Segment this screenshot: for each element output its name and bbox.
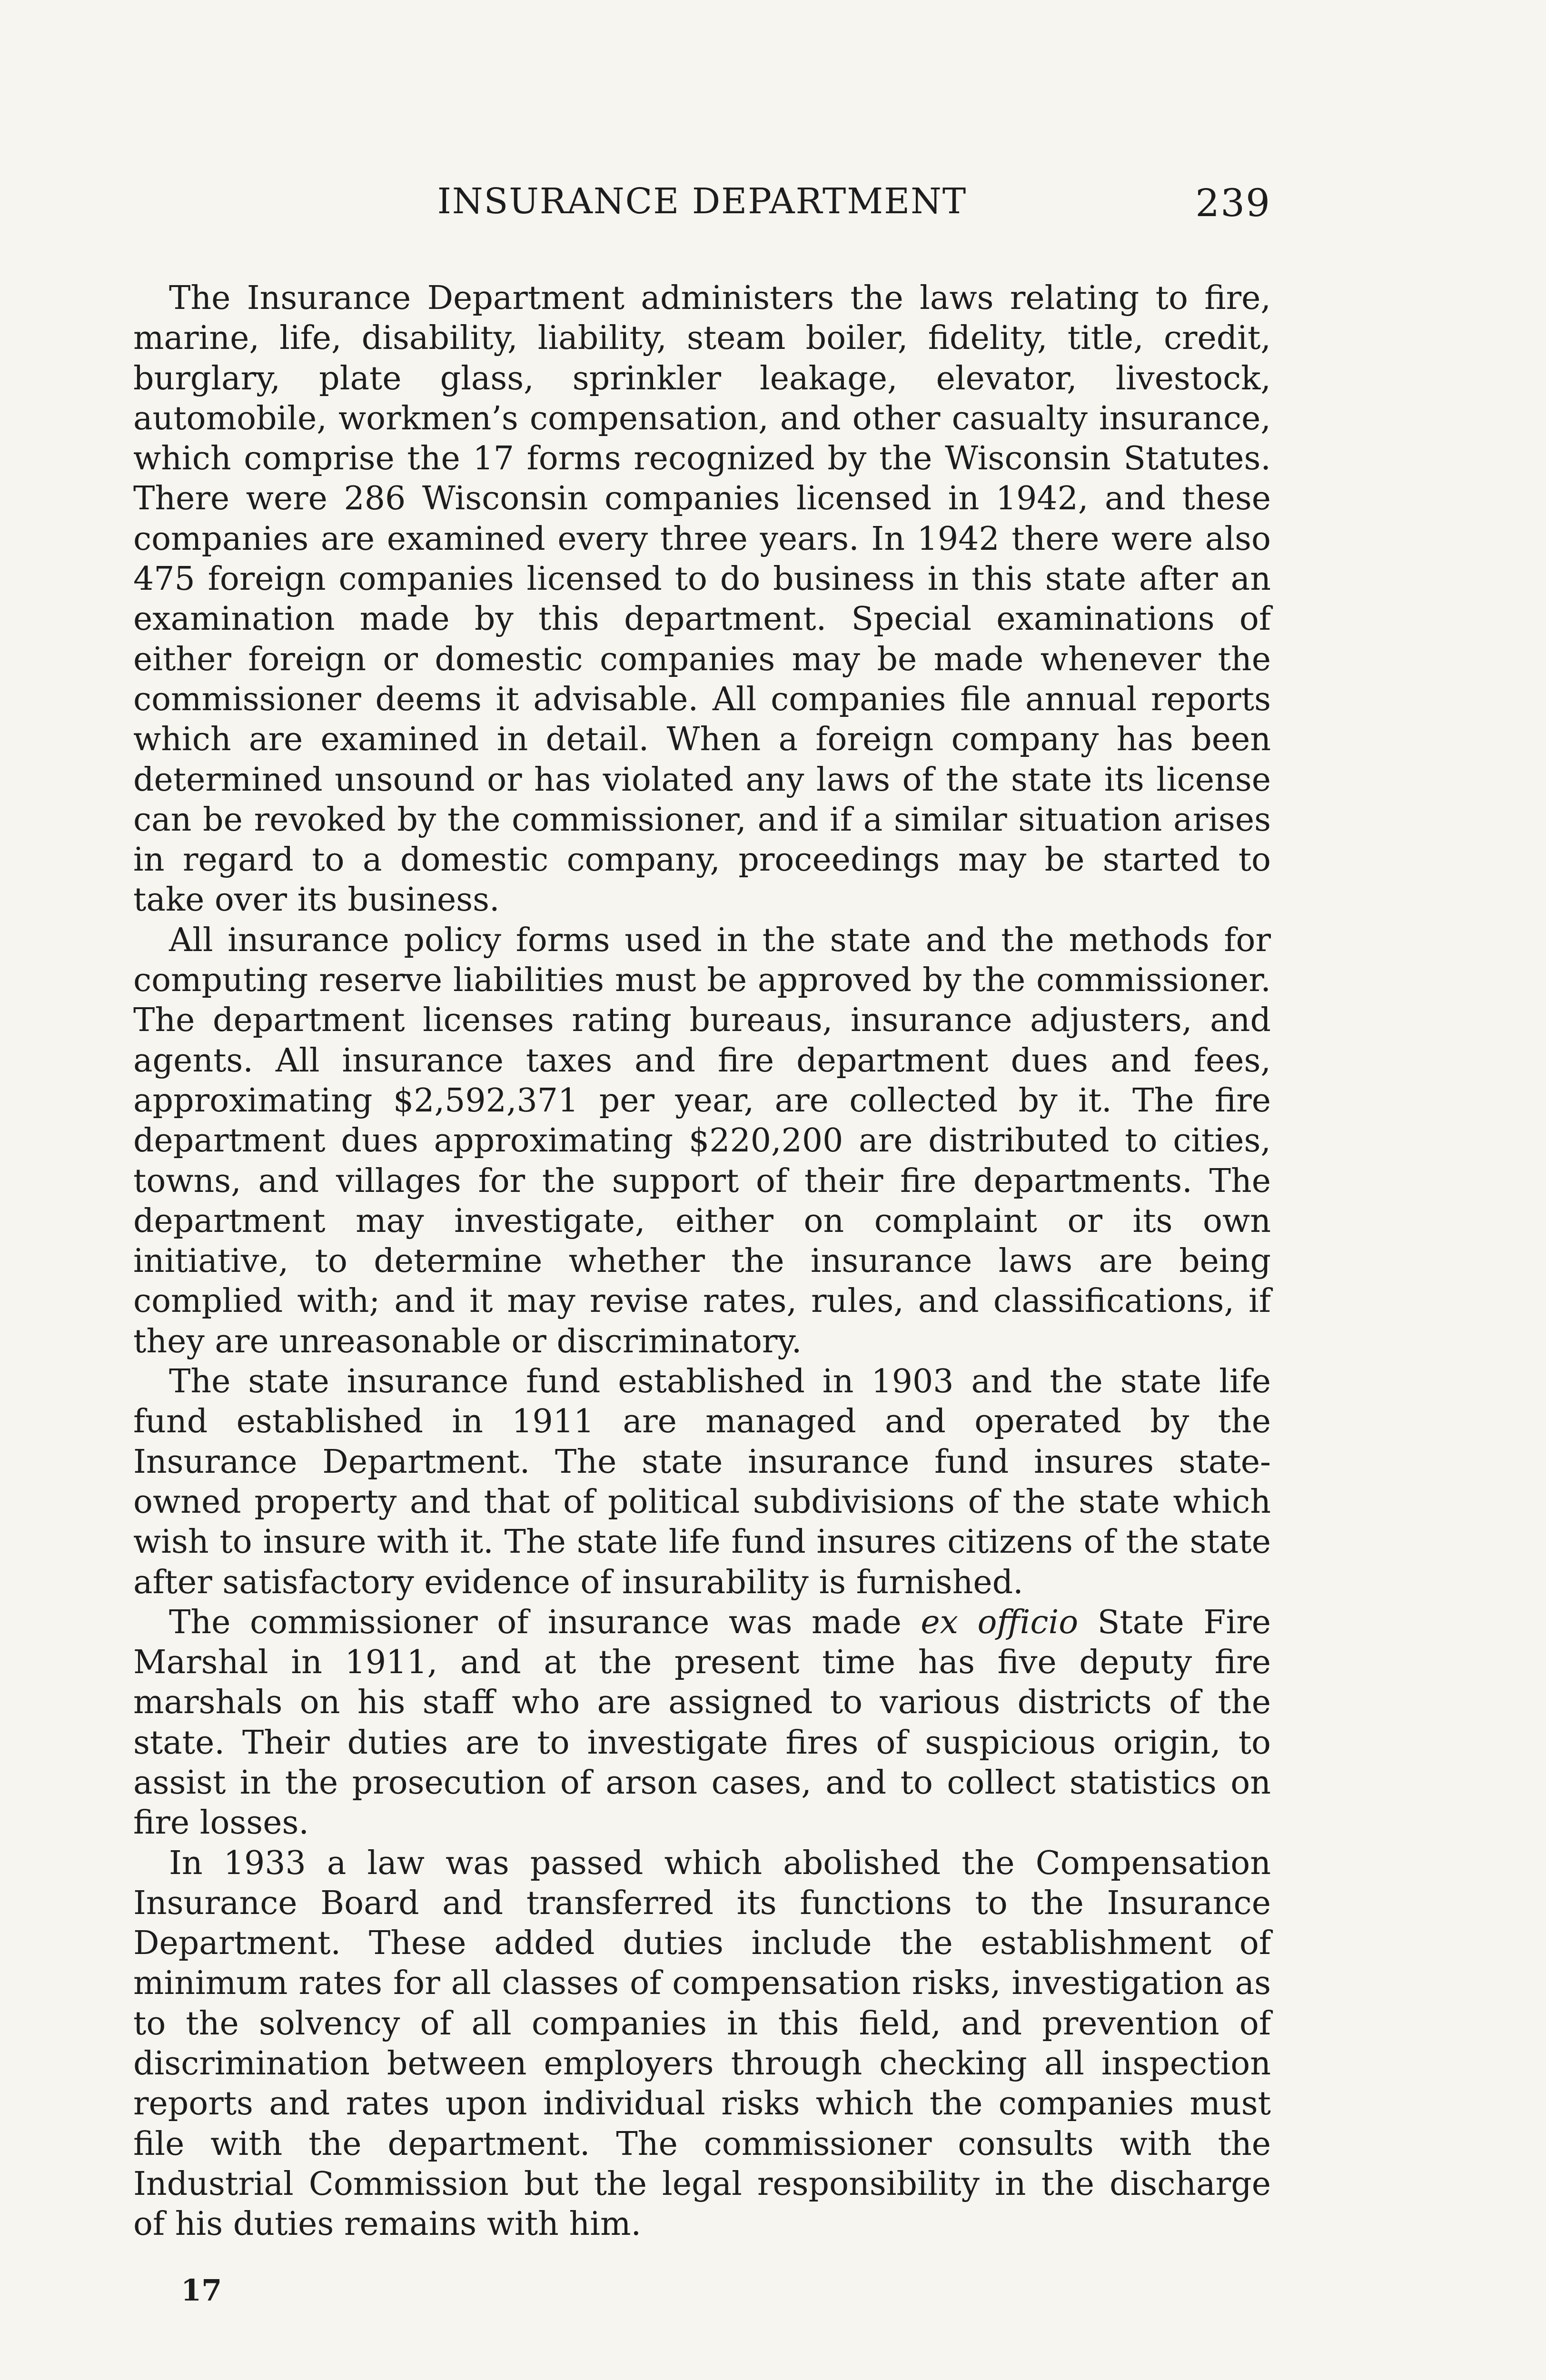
signature-mark: 17	[181, 2273, 222, 2308]
page-header	[133, 181, 1271, 233]
paragraph-fire-marshal	[133, 1603, 1271, 1844]
page-number: 239	[1195, 181, 1271, 225]
paragraph-compensation-board: In 1933 a law was passed which abolished the Compensation Insurance Board and transferred its functions to the Insurance Department. These added duties include the establishment of minimum rates for all classes of compensation risks, investigation as to the solvency of all companies in this field, and prevention of discrimination between employers through checking all inspection reports and rates upon individual risks which the companies must file with the department. The commissioner consults with the Industrial Commission but the legal responsibility in the discharge of his duties remains with him.	[133, 1844, 1271, 2243]
paragraph-policy-forms: All insurance policy forms used in the state and the methods for computing reserve liabilities must be approved by the commissioner. The department licenses rating bureaus, insurance adjusters, and agents. All insurance taxes and fire department dues and fees, approximating $2,592,371 per year, are collected by it. The fire department dues approximating $220,200 are distributed to cities, towns, and villages for the support of their fire departments. The department may investigate, either on complaint or its own initiative, to determine whether the insurance laws are being complied with; and it may revise rates, rules, and classifications, if they are unreasonable or discriminatory.	[133, 921, 1271, 1360]
running-head: INSURANCE DEPARTMENT	[437, 181, 967, 222]
text-body	[133, 278, 1271, 2245]
fire-marshal-text-end: State Fire Marshal in 1911, and at the present time has five deputy fire marshals on his staff who are assigned to various districts of the state. Their duties are to investigate fires of suspicious origin, to assist in the prosecution of arson cases, and to collect statistics on fire losses.	[133, 1603, 1271, 1842]
ex-officio-phrase: ex officio	[921, 1603, 1079, 1641]
paragraph-state-funds: The state insurance fund established in 1903 and the state life fund established in 1911 are managed and operated by the Insurance Department. The state insurance fund insures state-owned property and that of political subdivisions of the state which wish to insure with it. The state life fund insures citizens of the state after satisfactory evidence of insurability is furnished.	[133, 1363, 1271, 1601]
fire-marshal-text-start: The commissioner of insurance was made	[169, 1603, 921, 1641]
paragraph-insurance-laws: The Insurance Department administers the laws relating to fire, marine, life, disability, liability, steam boiler, fidelity, title, credit, burglary, plate glass, sprinkler leakage, elevator, livestock, automobile, workmen’s compensation, and other casualty insurance, which comprise the 17 forms recognized by the Wisconsin Statutes. There were 286 Wisconsin companies licensed in 1942, and these companies are examined every three years. In 1942 there were also 475 foreign companies licensed to do business in this state after an examination made by this department. Special examinations of either foreign or domestic companies may be made whenever the commissioner deems it advisable. All companies file annual reports which are examined in detail. When a foreign company has been determined unsound or has violated any laws of the state its license can be revoked by the commissioner, and if a similar situation arises in regard to a domestic company, proceedings may be started to take over its business.	[133, 279, 1271, 919]
